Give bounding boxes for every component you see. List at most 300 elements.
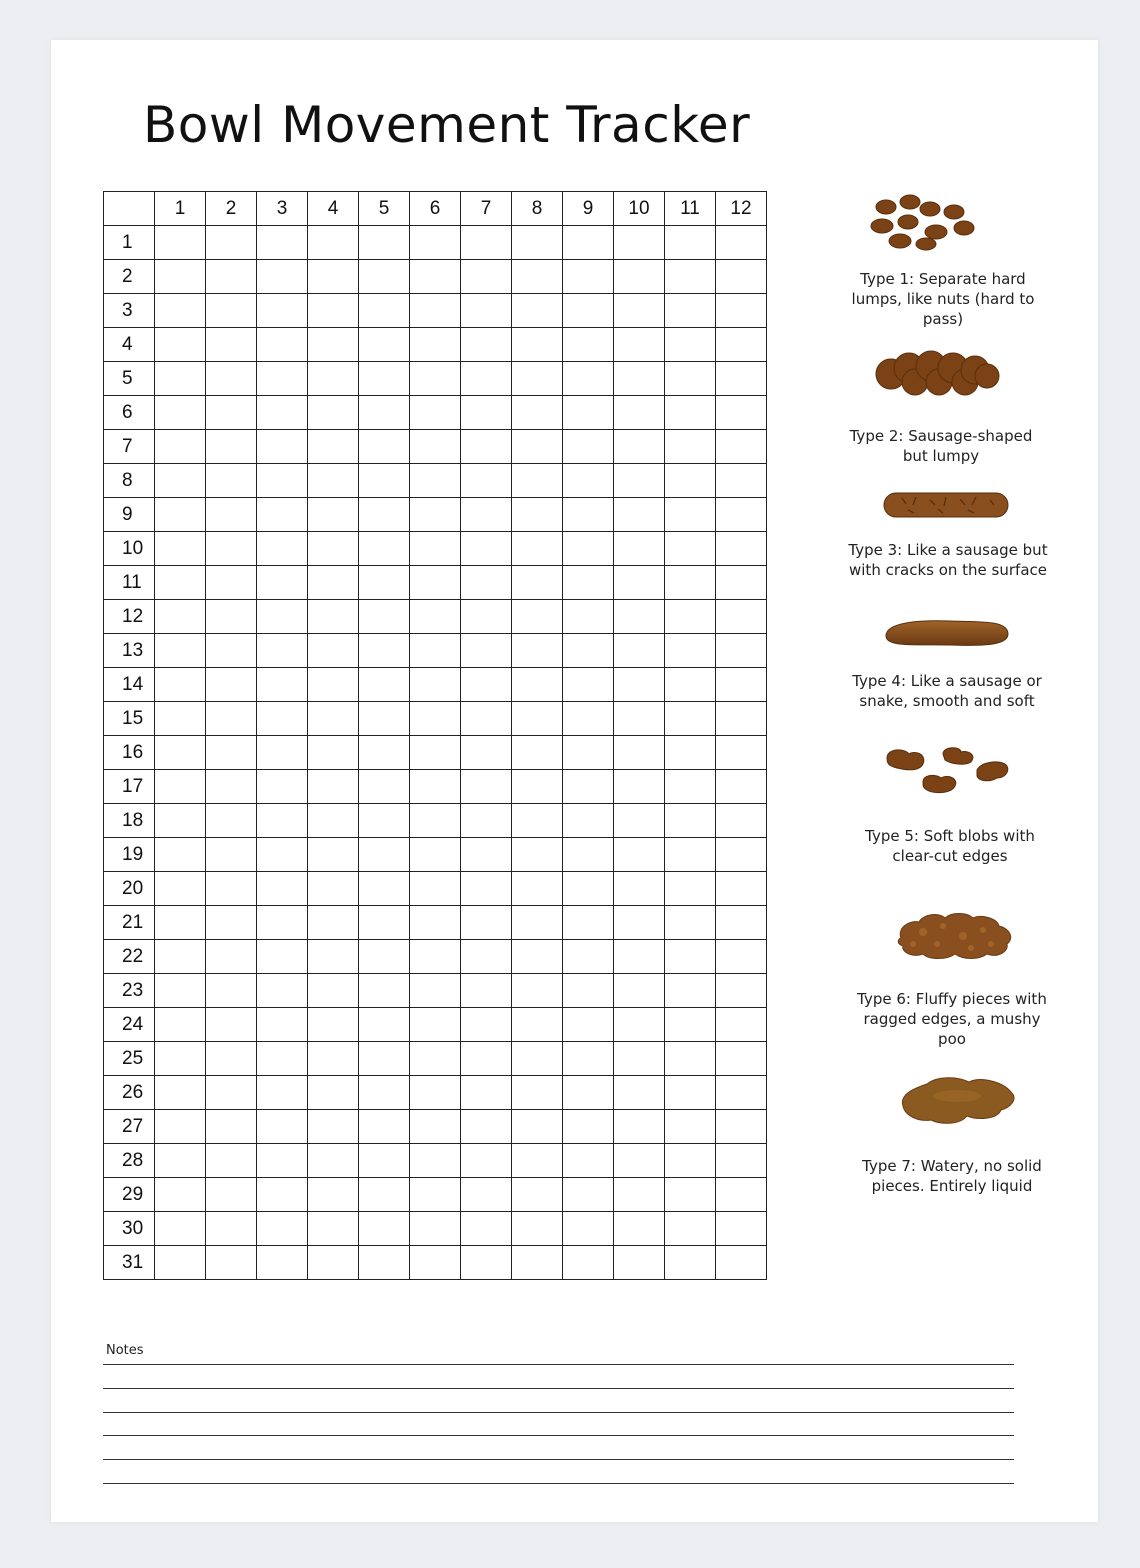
entry-cell[interactable] <box>461 872 512 906</box>
entry-cell[interactable] <box>716 430 767 464</box>
entry-cell[interactable] <box>512 1008 563 1042</box>
entry-cell[interactable] <box>512 532 563 566</box>
entry-cell[interactable] <box>308 226 359 260</box>
entry-cell[interactable] <box>359 1008 410 1042</box>
entry-cell[interactable] <box>614 226 665 260</box>
entry-cell[interactable] <box>206 1144 257 1178</box>
entry-cell[interactable] <box>716 600 767 634</box>
entry-cell[interactable] <box>155 1042 206 1076</box>
entry-cell[interactable] <box>308 702 359 736</box>
entry-cell[interactable] <box>716 668 767 702</box>
entry-cell[interactable] <box>359 396 410 430</box>
entry-cell[interactable] <box>359 260 410 294</box>
entry-cell[interactable] <box>512 1144 563 1178</box>
entry-cell[interactable] <box>155 226 206 260</box>
entry-cell[interactable] <box>206 260 257 294</box>
entry-cell[interactable] <box>461 770 512 804</box>
entry-cell[interactable] <box>665 396 716 430</box>
entry-cell[interactable] <box>257 396 308 430</box>
entry-cell[interactable] <box>257 736 308 770</box>
entry-cell[interactable] <box>359 940 410 974</box>
entry-cell[interactable] <box>716 804 767 838</box>
entry-cell[interactable] <box>461 396 512 430</box>
entry-cell[interactable] <box>512 1042 563 1076</box>
entry-cell[interactable] <box>563 872 614 906</box>
entry-cell[interactable] <box>359 770 410 804</box>
entry-cell[interactable] <box>308 260 359 294</box>
entry-cell[interactable] <box>206 430 257 464</box>
entry-cell[interactable] <box>359 736 410 770</box>
entry-cell[interactable] <box>461 600 512 634</box>
entry-cell[interactable] <box>206 498 257 532</box>
entry-cell[interactable] <box>512 464 563 498</box>
entry-cell[interactable] <box>359 1246 410 1280</box>
entry-cell[interactable] <box>563 634 614 668</box>
entry-cell[interactable] <box>512 566 563 600</box>
entry-cell[interactable] <box>512 1178 563 1212</box>
entry-cell[interactable] <box>155 1144 206 1178</box>
entry-cell[interactable] <box>257 872 308 906</box>
entry-cell[interactable] <box>665 770 716 804</box>
entry-cell[interactable] <box>359 226 410 260</box>
entry-cell[interactable] <box>308 1076 359 1110</box>
entry-cell[interactable] <box>410 702 461 736</box>
entry-cell[interactable] <box>155 362 206 396</box>
entry-cell[interactable] <box>155 260 206 294</box>
entry-cell[interactable] <box>155 328 206 362</box>
entry-cell[interactable] <box>614 1246 665 1280</box>
entry-cell[interactable] <box>410 1076 461 1110</box>
entry-cell[interactable] <box>512 906 563 940</box>
entry-cell[interactable] <box>257 1144 308 1178</box>
entry-cell[interactable] <box>410 634 461 668</box>
entry-cell[interactable] <box>716 838 767 872</box>
entry-cell[interactable] <box>155 1178 206 1212</box>
entry-cell[interactable] <box>155 430 206 464</box>
entry-cell[interactable] <box>206 1042 257 1076</box>
entry-cell[interactable] <box>563 1042 614 1076</box>
entry-cell[interactable] <box>563 396 614 430</box>
entry-cell[interactable] <box>410 294 461 328</box>
entry-cell[interactable] <box>614 498 665 532</box>
entry-cell[interactable] <box>461 328 512 362</box>
entry-cell[interactable] <box>257 328 308 362</box>
entry-cell[interactable] <box>308 532 359 566</box>
entry-cell[interactable] <box>665 328 716 362</box>
entry-cell[interactable] <box>614 1212 665 1246</box>
entry-cell[interactable] <box>665 464 716 498</box>
entry-cell[interactable] <box>563 260 614 294</box>
entry-cell[interactable] <box>359 1110 410 1144</box>
entry-cell[interactable] <box>359 532 410 566</box>
entry-cell[interactable] <box>716 736 767 770</box>
entry-cell[interactable] <box>206 634 257 668</box>
entry-cell[interactable] <box>155 294 206 328</box>
entry-cell[interactable] <box>614 260 665 294</box>
entry-cell[interactable] <box>155 1110 206 1144</box>
entry-cell[interactable] <box>665 634 716 668</box>
entry-cell[interactable] <box>461 1076 512 1110</box>
entry-cell[interactable] <box>512 736 563 770</box>
entry-cell[interactable] <box>461 464 512 498</box>
entry-cell[interactable] <box>563 974 614 1008</box>
entry-cell[interactable] <box>359 566 410 600</box>
entry-cell[interactable] <box>563 940 614 974</box>
entry-cell[interactable] <box>563 294 614 328</box>
entry-cell[interactable] <box>257 838 308 872</box>
entry-cell[interactable] <box>206 1246 257 1280</box>
entry-cell[interactable] <box>614 736 665 770</box>
entry-cell[interactable] <box>665 1008 716 1042</box>
entry-cell[interactable] <box>308 498 359 532</box>
entry-cell[interactable] <box>716 1144 767 1178</box>
entry-cell[interactable] <box>461 634 512 668</box>
entry-cell[interactable] <box>257 770 308 804</box>
entry-cell[interactable] <box>665 872 716 906</box>
entry-cell[interactable] <box>308 736 359 770</box>
entry-cell[interactable] <box>563 736 614 770</box>
entry-cell[interactable] <box>308 464 359 498</box>
entry-cell[interactable] <box>563 1178 614 1212</box>
entry-cell[interactable] <box>614 1008 665 1042</box>
entry-cell[interactable] <box>206 974 257 1008</box>
entry-cell[interactable] <box>410 770 461 804</box>
entry-cell[interactable] <box>308 668 359 702</box>
entry-cell[interactable] <box>461 1246 512 1280</box>
entry-cell[interactable] <box>716 1110 767 1144</box>
entry-cell[interactable] <box>563 1008 614 1042</box>
entry-cell[interactable] <box>359 1178 410 1212</box>
entry-cell[interactable] <box>308 1008 359 1042</box>
entry-cell[interactable] <box>512 668 563 702</box>
entry-cell[interactable] <box>359 906 410 940</box>
entry-cell[interactable] <box>410 1110 461 1144</box>
entry-cell[interactable] <box>155 702 206 736</box>
entry-cell[interactable] <box>308 906 359 940</box>
entry-cell[interactable] <box>665 1178 716 1212</box>
entry-cell[interactable] <box>665 1246 716 1280</box>
entry-cell[interactable] <box>206 396 257 430</box>
entry-cell[interactable] <box>716 1246 767 1280</box>
entry-cell[interactable] <box>614 804 665 838</box>
entry-cell[interactable] <box>563 906 614 940</box>
entry-cell[interactable] <box>308 328 359 362</box>
entry-cell[interactable] <box>512 498 563 532</box>
entry-cell[interactable] <box>257 600 308 634</box>
entry-cell[interactable] <box>155 498 206 532</box>
entry-cell[interactable] <box>461 1212 512 1246</box>
entry-cell[interactable] <box>257 1042 308 1076</box>
entry-cell[interactable] <box>614 532 665 566</box>
entry-cell[interactable] <box>716 634 767 668</box>
entry-cell[interactable] <box>257 1212 308 1246</box>
entry-cell[interactable] <box>410 226 461 260</box>
entry-cell[interactable] <box>359 804 410 838</box>
entry-cell[interactable] <box>716 464 767 498</box>
entry-cell[interactable] <box>665 532 716 566</box>
entry-cell[interactable] <box>665 1110 716 1144</box>
entry-cell[interactable] <box>716 872 767 906</box>
entry-cell[interactable] <box>257 294 308 328</box>
entry-cell[interactable] <box>716 226 767 260</box>
entry-cell[interactable] <box>716 260 767 294</box>
entry-cell[interactable] <box>665 804 716 838</box>
entry-cell[interactable] <box>563 498 614 532</box>
entry-cell[interactable] <box>308 430 359 464</box>
entry-cell[interactable] <box>461 1042 512 1076</box>
entry-cell[interactable] <box>308 294 359 328</box>
entry-cell[interactable] <box>614 906 665 940</box>
entry-cell[interactable] <box>359 974 410 1008</box>
entry-cell[interactable] <box>410 736 461 770</box>
entry-cell[interactable] <box>614 1110 665 1144</box>
entry-cell[interactable] <box>563 702 614 736</box>
entry-cell[interactable] <box>461 940 512 974</box>
entry-cell[interactable] <box>410 940 461 974</box>
entry-cell[interactable] <box>206 600 257 634</box>
entry-cell[interactable] <box>614 668 665 702</box>
entry-cell[interactable] <box>410 1042 461 1076</box>
entry-cell[interactable] <box>512 770 563 804</box>
entry-cell[interactable] <box>716 362 767 396</box>
entry-cell[interactable] <box>359 1042 410 1076</box>
entry-cell[interactable] <box>665 226 716 260</box>
entry-cell[interactable] <box>410 396 461 430</box>
entry-cell[interactable] <box>614 566 665 600</box>
entry-cell[interactable] <box>359 294 410 328</box>
entry-cell[interactable] <box>512 1212 563 1246</box>
entry-cell[interactable] <box>257 804 308 838</box>
entry-cell[interactable] <box>614 464 665 498</box>
entry-cell[interactable] <box>257 940 308 974</box>
entry-cell[interactable] <box>461 974 512 1008</box>
entry-cell[interactable] <box>308 1178 359 1212</box>
entry-cell[interactable] <box>512 328 563 362</box>
entry-cell[interactable] <box>257 634 308 668</box>
entry-cell[interactable] <box>512 804 563 838</box>
entry-cell[interactable] <box>563 328 614 362</box>
entry-cell[interactable] <box>563 1246 614 1280</box>
entry-cell[interactable] <box>461 532 512 566</box>
entry-cell[interactable] <box>614 872 665 906</box>
entry-cell[interactable] <box>308 1246 359 1280</box>
entry-cell[interactable] <box>614 1178 665 1212</box>
entry-cell[interactable] <box>155 974 206 1008</box>
entry-cell[interactable] <box>410 1008 461 1042</box>
entry-cell[interactable] <box>206 770 257 804</box>
entry-cell[interactable] <box>461 260 512 294</box>
entry-cell[interactable] <box>563 1144 614 1178</box>
entry-cell[interactable] <box>410 600 461 634</box>
entry-cell[interactable] <box>716 498 767 532</box>
entry-cell[interactable] <box>155 1212 206 1246</box>
entry-cell[interactable] <box>665 1144 716 1178</box>
entry-cell[interactable] <box>257 498 308 532</box>
entry-cell[interactable] <box>308 770 359 804</box>
entry-cell[interactable] <box>155 804 206 838</box>
entry-cell[interactable] <box>665 294 716 328</box>
entry-cell[interactable] <box>206 804 257 838</box>
entry-cell[interactable] <box>614 634 665 668</box>
entry-cell[interactable] <box>614 294 665 328</box>
entry-cell[interactable] <box>410 1144 461 1178</box>
entry-cell[interactable] <box>155 736 206 770</box>
entry-cell[interactable] <box>155 838 206 872</box>
entry-cell[interactable] <box>308 1144 359 1178</box>
entry-cell[interactable] <box>308 634 359 668</box>
notes-line[interactable] <box>103 1388 1014 1389</box>
entry-cell[interactable] <box>512 634 563 668</box>
entry-cell[interactable] <box>461 906 512 940</box>
entry-cell[interactable] <box>308 600 359 634</box>
entry-cell[interactable] <box>206 872 257 906</box>
entry-cell[interactable] <box>359 362 410 396</box>
entry-cell[interactable] <box>206 226 257 260</box>
entry-cell[interactable] <box>563 464 614 498</box>
entry-cell[interactable] <box>257 1178 308 1212</box>
entry-cell[interactable] <box>716 906 767 940</box>
entry-cell[interactable] <box>614 1076 665 1110</box>
entry-cell[interactable] <box>512 838 563 872</box>
entry-cell[interactable] <box>614 328 665 362</box>
entry-cell[interactable] <box>512 294 563 328</box>
entry-cell[interactable] <box>512 600 563 634</box>
entry-cell[interactable] <box>206 1076 257 1110</box>
entry-cell[interactable] <box>308 804 359 838</box>
entry-cell[interactable] <box>308 396 359 430</box>
entry-cell[interactable] <box>308 362 359 396</box>
entry-cell[interactable] <box>716 974 767 1008</box>
entry-cell[interactable] <box>359 600 410 634</box>
entry-cell[interactable] <box>563 430 614 464</box>
entry-cell[interactable] <box>461 1110 512 1144</box>
entry-cell[interactable] <box>563 226 614 260</box>
entry-cell[interactable] <box>155 770 206 804</box>
entry-cell[interactable] <box>665 362 716 396</box>
entry-cell[interactable] <box>410 260 461 294</box>
entry-cell[interactable] <box>359 1212 410 1246</box>
entry-cell[interactable] <box>206 294 257 328</box>
entry-cell[interactable] <box>206 464 257 498</box>
entry-cell[interactable] <box>155 940 206 974</box>
entry-cell[interactable] <box>257 260 308 294</box>
entry-cell[interactable] <box>563 532 614 566</box>
entry-cell[interactable] <box>206 736 257 770</box>
entry-cell[interactable] <box>155 906 206 940</box>
entry-cell[interactable] <box>716 1178 767 1212</box>
entry-cell[interactable] <box>308 838 359 872</box>
entry-cell[interactable] <box>410 362 461 396</box>
entry-cell[interactable] <box>359 838 410 872</box>
entry-cell[interactable] <box>563 1212 614 1246</box>
entry-cell[interactable] <box>716 328 767 362</box>
entry-cell[interactable] <box>155 566 206 600</box>
entry-cell[interactable] <box>155 634 206 668</box>
entry-cell[interactable] <box>461 702 512 736</box>
entry-cell[interactable] <box>206 328 257 362</box>
entry-cell[interactable] <box>665 974 716 1008</box>
entry-cell[interactable] <box>410 1178 461 1212</box>
entry-cell[interactable] <box>665 940 716 974</box>
notes-line[interactable] <box>103 1364 1014 1365</box>
entry-cell[interactable] <box>716 940 767 974</box>
entry-cell[interactable] <box>257 702 308 736</box>
entry-cell[interactable] <box>716 770 767 804</box>
entry-cell[interactable] <box>512 226 563 260</box>
entry-cell[interactable] <box>206 668 257 702</box>
entry-cell[interactable] <box>155 1008 206 1042</box>
entry-cell[interactable] <box>410 974 461 1008</box>
entry-cell[interactable] <box>512 940 563 974</box>
entry-cell[interactable] <box>359 872 410 906</box>
entry-cell[interactable] <box>614 362 665 396</box>
entry-cell[interactable] <box>359 668 410 702</box>
entry-cell[interactable] <box>563 770 614 804</box>
entry-cell[interactable] <box>257 430 308 464</box>
entry-cell[interactable] <box>665 702 716 736</box>
entry-cell[interactable] <box>410 566 461 600</box>
entry-cell[interactable] <box>665 736 716 770</box>
entry-cell[interactable] <box>155 668 206 702</box>
entry-cell[interactable] <box>665 566 716 600</box>
entry-cell[interactable] <box>614 396 665 430</box>
entry-cell[interactable] <box>155 1076 206 1110</box>
entry-cell[interactable] <box>563 1110 614 1144</box>
entry-cell[interactable] <box>461 498 512 532</box>
entry-cell[interactable] <box>359 498 410 532</box>
entry-cell[interactable] <box>563 1076 614 1110</box>
entry-cell[interactable] <box>461 838 512 872</box>
entry-cell[interactable] <box>512 1076 563 1110</box>
entry-cell[interactable] <box>665 1042 716 1076</box>
entry-cell[interactable] <box>614 430 665 464</box>
entry-cell[interactable] <box>716 1008 767 1042</box>
entry-cell[interactable] <box>155 1246 206 1280</box>
notes-line[interactable] <box>103 1483 1014 1484</box>
entry-cell[interactable] <box>665 498 716 532</box>
entry-cell[interactable] <box>716 566 767 600</box>
entry-cell[interactable] <box>665 1212 716 1246</box>
entry-cell[interactable] <box>359 464 410 498</box>
entry-cell[interactable] <box>665 668 716 702</box>
entry-cell[interactable] <box>410 804 461 838</box>
entry-cell[interactable] <box>410 838 461 872</box>
entry-cell[interactable] <box>257 906 308 940</box>
entry-cell[interactable] <box>206 1178 257 1212</box>
entry-cell[interactable] <box>359 430 410 464</box>
entry-cell[interactable] <box>614 838 665 872</box>
entry-cell[interactable] <box>155 600 206 634</box>
entry-cell[interactable] <box>512 872 563 906</box>
entry-cell[interactable] <box>716 1076 767 1110</box>
entry-cell[interactable] <box>716 1042 767 1076</box>
entry-cell[interactable] <box>206 532 257 566</box>
entry-cell[interactable] <box>206 566 257 600</box>
entry-cell[interactable] <box>359 328 410 362</box>
entry-cell[interactable] <box>614 940 665 974</box>
entry-cell[interactable] <box>461 430 512 464</box>
entry-cell[interactable] <box>512 1110 563 1144</box>
entry-cell[interactable] <box>665 430 716 464</box>
entry-cell[interactable] <box>308 1042 359 1076</box>
notes-line[interactable] <box>103 1412 1014 1413</box>
entry-cell[interactable] <box>410 906 461 940</box>
entry-cell[interactable] <box>614 702 665 736</box>
entry-cell[interactable] <box>410 1246 461 1280</box>
entry-cell[interactable] <box>308 940 359 974</box>
entry-cell[interactable] <box>461 226 512 260</box>
entry-cell[interactable] <box>206 906 257 940</box>
